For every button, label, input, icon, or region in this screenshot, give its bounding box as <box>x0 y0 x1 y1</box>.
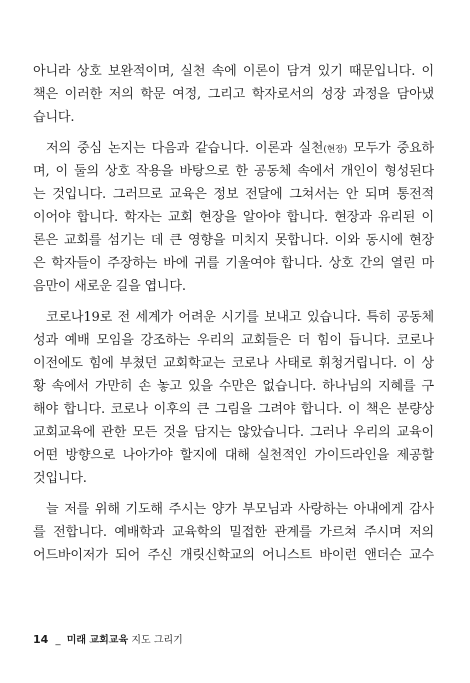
paragraph-4 <box>33 498 434 567</box>
text-line: 은 학자들이 주장하는 바에 귀를 기울여야 합니다. 상호 간의 열린 마 <box>33 256 434 271</box>
text-line: 론은 교회를 섬기는 데 큰 영향을 미치지 못합니다. 이와 동시에 현장 <box>33 233 434 248</box>
text-line: 해야 합니다. 코로나 이후의 큰 그림을 그려야 합니다. 이 책은 분량상 <box>33 402 434 417</box>
text-line: 성과 예배 모임을 강조하는 우리의 교회들은 더 힘이 듭니다. 코로나 <box>33 333 434 348</box>
text-line: 아니라 상호 보완적이며, 실천 속에 이론이 담겨 있기 때문입니다. 이 <box>33 64 434 79</box>
text-line: 음만이 새로운 길을 엽니다. <box>33 279 186 294</box>
paragraph-1 <box>33 60 434 129</box>
text-line: 저의 중심 논지는 다음과 같습니다. 이론과 실천(현장) 모두가 중요하 <box>46 141 434 156</box>
footer-separator: _ <box>55 635 61 646</box>
inline-annotation: (현장) <box>323 145 347 155</box>
text-line: 를 전합니다. 예배학과 교육학의 밀접한 관계를 가르쳐 주시며 저의 <box>33 525 434 540</box>
text-line: 며, 이 둘의 상호 작용을 바탕으로 한 공동체 속에서 개인이 형성된다 <box>33 164 434 179</box>
text-line: 늘 저를 위해 기도해 주시는 양가 부모님과 사랑하는 아내에게 감사 <box>46 502 434 517</box>
page-number: 14 <box>33 633 49 646</box>
text-line: 어떤 방향으로 나아가야 할지에 대해 실천적인 가이드라인을 제공할 <box>33 448 434 463</box>
text-line: 이전에도 힘에 부쳤던 교회학교는 코로나 사태로 휘청거립니다. 이 상 <box>33 356 434 371</box>
page-footer <box>33 632 183 648</box>
text-line: 이어야 합니다. 학자는 교회 현장을 알아야 합니다. 현장과 유리된 이 <box>33 210 434 225</box>
text-line: 책은 이러한 저의 학문 여정, 그리고 학자로서의 성장 과정을 담아냈 <box>33 87 434 102</box>
text-line: 코로나19로 전 세계가 어려운 시기를 보내고 있습니다. 특히 공동체 <box>46 310 434 325</box>
paragraph-2 <box>33 137 434 298</box>
text-line: 습니다. <box>33 110 75 125</box>
text-line: 황 속에서 가만히 손 놓고 있을 수만은 없습니다. 하나님의 지혜를 구 <box>33 379 434 394</box>
text-line: 교회교육에 관한 모든 것을 담지는 않았습니다. 그러나 우리의 교육이 <box>33 425 434 440</box>
book-title: 미래 교회교육 <box>66 635 129 646</box>
book-subtitle: 지도 그리기 <box>131 635 183 646</box>
text-line: 는 것입니다. 그러므로 교육은 정보 전달에 그쳐서는 안 되며 통전적 <box>33 187 434 202</box>
paragraph-3 <box>33 306 434 490</box>
text-line: 어드바이저가 되어 주신 개릿신학교의 어니스트 바이런 앤더슨 교수 <box>33 548 434 563</box>
body-text <box>33 60 434 575</box>
text-line: 것입니다. <box>33 471 87 486</box>
